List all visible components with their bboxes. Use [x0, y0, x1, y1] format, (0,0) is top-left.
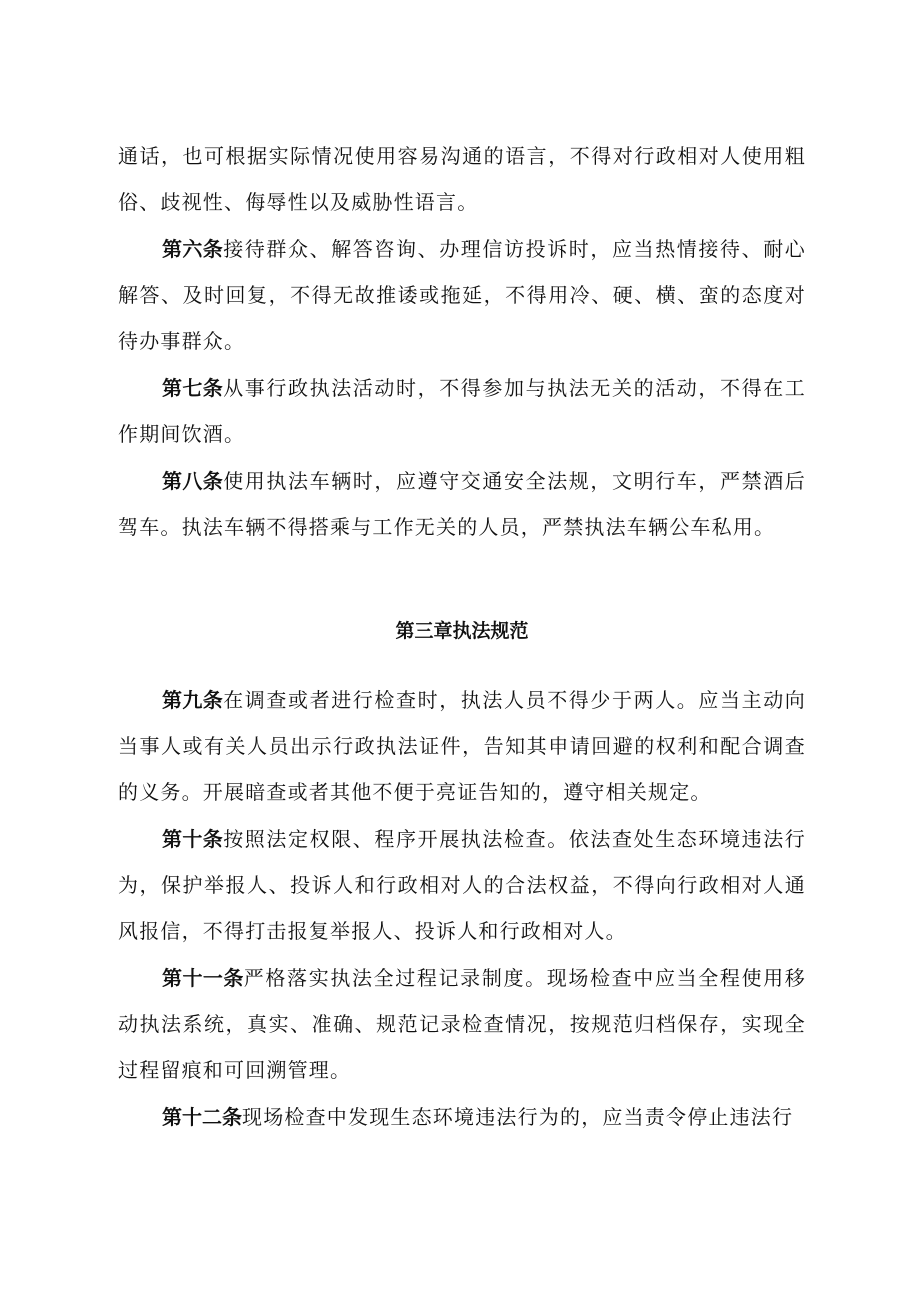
article-10	[118, 816, 806, 954]
article-text: 严格落实执法全过程记录制度。现场检查中应当全程使用移动执法系统，真实、准确、规范记录检查情况，按规范归档保存，实现全过程留痕和可回溯管理。	[118, 966, 806, 1082]
article-11	[118, 955, 806, 1093]
article-number: 第十一条	[162, 966, 244, 990]
article-text: 接待群众、解答咨询、办理信访投诉时，应当热情接待、耐心解答、及时回复，不得无故推诿或拖延，不得用冷、硬、横、蛮的态度对待办事群众。	[118, 237, 806, 353]
paragraph-text: 通话，也可根据实际情况使用容易沟通的语言，不得对行政相对人使用粗俗、歧视性、侮辱性以及威胁性语言。	[118, 144, 806, 214]
article-text: 在调查或者进行检查时，执法人员不得少于两人。应当主动向当事人或有关人员出示行政执法证件，告知其申请回避的权利和配合调查的义务。开展暗查或者其他不便于亮证告知的，遵守相关规定。	[118, 688, 806, 804]
article-8	[118, 458, 806, 550]
article-text: 按照法定权限、程序开展执法检查。依法查处生态环境违法行为，保护举报人、投诉人和行政相对人的合法权益，不得向行政相对人通风报信，不得打击报复举报人、投诉人和行政相对人。	[118, 827, 806, 943]
article-12	[118, 1094, 806, 1140]
article-number: 第十条	[162, 827, 224, 851]
article-number: 第七条	[162, 376, 224, 400]
article-text: 使用执法车辆时，应遵守交通安全法规，文明行车，严禁酒后驾车。执法车辆不得搭乘与工作无关的人员，严禁执法车辆公车私用。	[118, 469, 806, 539]
article-number: 第八条	[162, 469, 224, 493]
article-text: 现场检查中发现生态环境违法行为的，应当责令停止违法行	[242, 1105, 794, 1129]
article-number: 第十二条	[162, 1105, 242, 1129]
article-9	[118, 677, 806, 815]
paragraph-continuation	[118, 133, 806, 225]
chapter-title: 第三章执法规范	[395, 620, 529, 642]
article-6	[118, 226, 806, 364]
article-7	[118, 365, 806, 457]
article-text: 从事行政执法活动时，不得参加与执法无关的活动，不得在工作期间饮酒。	[118, 376, 806, 446]
article-number: 第六条	[162, 237, 224, 261]
article-number: 第九条	[162, 688, 224, 712]
